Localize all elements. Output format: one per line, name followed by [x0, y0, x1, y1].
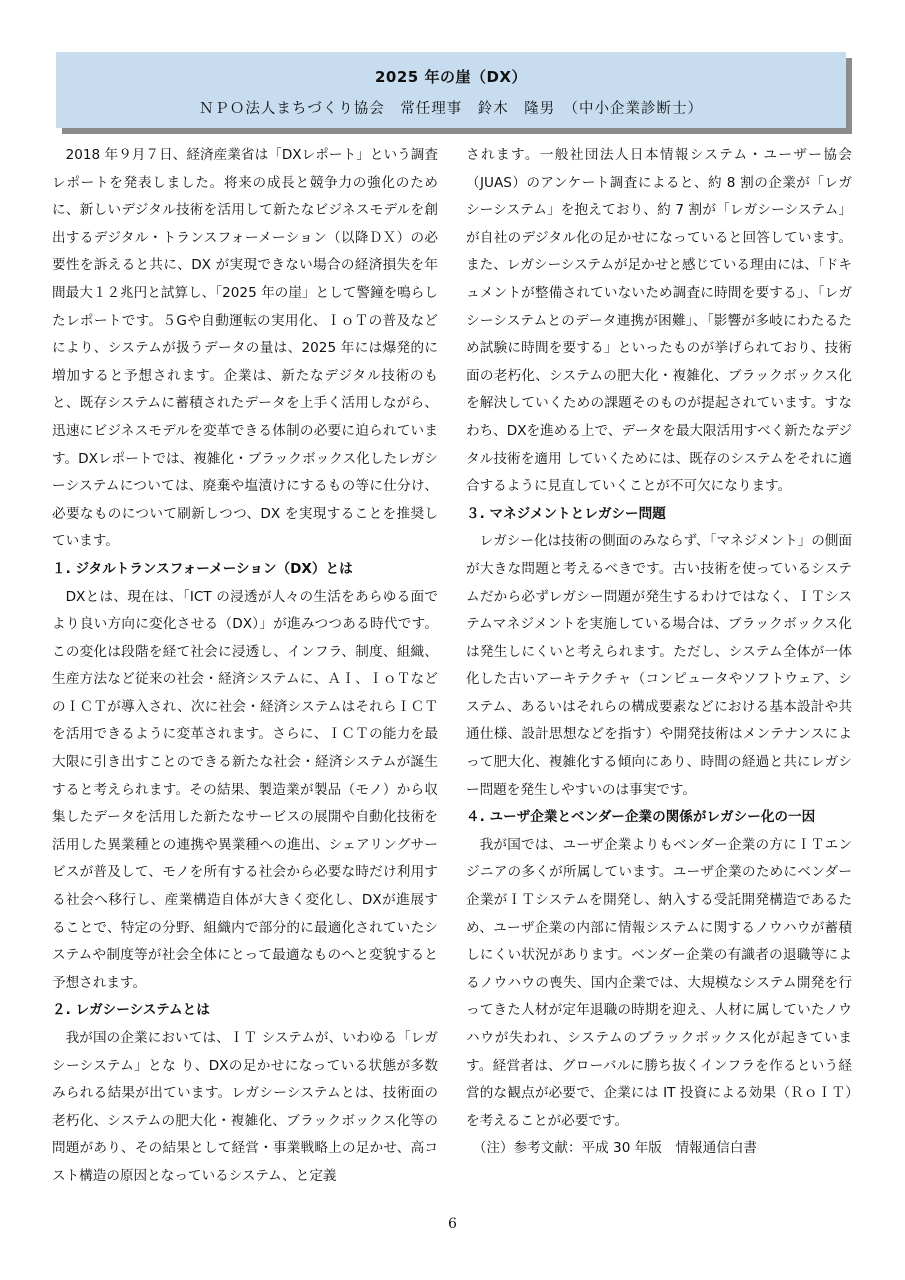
left-column [52, 142, 438, 1191]
section-2-paragraph: 我が国の企業においては、ＩＴ システムが、いわゆる「レガシーシステム」とな り、DXの足かせになっている状態が多数みられる結果が出ています。レガシーシステムとは、技術面の老朽化、システムの肥大化・複雑化、ブラックボックス化等の問題があり、その結果として経営・事業戦略上の足かせ、高コスト構造の原因となっているシステム、と定義 [52, 1030, 438, 1184]
section-3-paragraph: レガシー化は技術の側面のみならず、「マネジメント」の側面が大きな問題と考えるべきです。古い技術を使っているシステムだから必ずレガシー問題が発生するわけではなく、ＩＴシステムマネジメントを実施している場合は、ブラックボックス化は発生しにくいと考えられます。ただし、システム全体が一体化した古いアーキテクチャ（コンピュータやソフトウェア、システム、あるいはそれらの構成要素などにおける基本設計や共通仕様、設計思想などを指す）や開発技術はメンテナンスによって肥大化、複雑化する傾向にあり、時間の経過と共にレガシー問題を発生しやすいのは事実です。 [466, 533, 852, 798]
section-4-heading: ４. ユーザ企業とベンダー企業の関係がレガシー化の一因 [466, 809, 816, 826]
section-2-continued-paragraph: されます。一般社団法人日本情報システム・ユーザー協会（JUAS）のアンケート調査によると、約 8 割の企業が「レガシーシステム」を抱えており、約 7 割が「レガシーシステム」が自社のデジタル化の足かせになっていると回答しています。また、レガシーシステムが足かせと感じている理由には、「ドキュメントが整備されていないため調査に時間を要する」、「レガシーシステムとのデータ連携が困難」、「影響が多岐にわたるため試験に時間を要する」といったものが挙げられており、技術面の老朽化、システムの肥大化・複雑化、ブラックボックス化を解決していくための課題そのものが提起されています。すなわち、DXを進める上で、データを最大限活用すべく新たなデジタル技術を適用 していくためには、既存のシステムをそれに適合するように見直していくことが不可欠になります。 [466, 147, 852, 495]
article-author: ＮＰＯ法人まちづくり協会 常任理事 鈴木 隆男 （中小企業診断士） [198, 101, 704, 117]
section-1-paragraph: DXとは、現在は、「ICT の浸透が人々の生活をあらゆる面でより良い方向に変化させる（DX）」が進みつつある時代です。この変化は段階を経て社会に浸透し、インフラ、制度、組織、生産方法など従来の社会・経済システムに、ＡＩ、ＩｏＴなどのＩＣＴが導入され、次に社会・経済システムはそれらＩＣＴを活用できるように変革されます。さらに、ＩＣＴの能力を最大限に引き出すことのできる新たな社会・経済システムが誕生すると考えられます。その結果、製造業が製品（モノ）から収集したデータを活用した新たなサービスの展開や自動化技術を活用した異業種との連携や異業種への進出、シェアリングサービスが普及して、モノを所有する社会から必要な時だけ利用する社会へ移行し、産業構造自体が大きく変化し、DXが進展することで、特定の分野、組織内で部分的に最適化されていたシステムや制度等が社会全体にとって最適なものへと変貌すると予想されます。 [52, 588, 438, 991]
article-title: 2025 年の崖（DX） [375, 68, 527, 86]
section-2-heading: ２. レガシーシステムとは [52, 1002, 210, 1019]
article-header [56, 52, 846, 128]
section-4-paragraph: 我が国では、ユーザ企業よりもベンダー企業の方にＩＴエンジニアの多くが所属しています。ユーザ企業のためにベンダー企業がＩＴシステムを開発し、納入する受託開発構造であるため、ユーザ企業の内部に情報システムに関するノウハウが蓄積しにくい状況があります。ベンダー企業の有識者の退職等によるノウハウの喪失、国内企業では、大規模なシステム開発を行ってきた人材が定年退職の時期を迎え、人材に属していたノウハウが失われ、システムのブラックボックス化が起きています。経営者は、グローバルに勝ち抜くインフラを作るという経営的な観点が必要で、企業には IT 投資による効果（ＲｏＩＴ）を考えることが必要です。 [466, 836, 852, 1129]
intro-paragraph: 2018 年９月７日、経済産業省は「DXレポート」という調査レポートを発表しました。将来の成長と競争力の強化のために、新しいデジタル技術を活用して新たなビジネスモデルを創出するデジタル・トランスフォーメーション（以降ＤＸ）の必要性を訴えると共に、DX が実現できない場合の経済損失を年間最大１２兆円と試算し、「2025 年の崖」として警鐘を鳴らしたレポートです。５Gや自動運転の実用化、ＩｏＴの普及などにより、システムが扱うデータの量は、2025 年には爆発的に増加すると予想されます。企業は、新たなデジタル技術のもと、既存システムに蓄積されたデータを上手く活用しながら、迅速にビジネスモデルを変革できる体制の必要に迫られています。DXレポートでは、複雑化・ブラックボックス化したレガシーシステムについては、廃棄や塩漬けにするもの等に仕分け、必要なものについて刷新しつつ、DX を実現することを推奨しています。 [52, 147, 438, 550]
section-3-heading: ３. マネジメントとレガシー問題 [466, 505, 666, 522]
reference-note: （注）参考文献：平成 30 年版 情報通信白書 [472, 1140, 758, 1157]
page-number: 6 [448, 1216, 457, 1232]
section-1-heading: １. ジタルトランスフォーメーション（DX）とは [52, 560, 353, 577]
right-column [466, 142, 852, 1163]
